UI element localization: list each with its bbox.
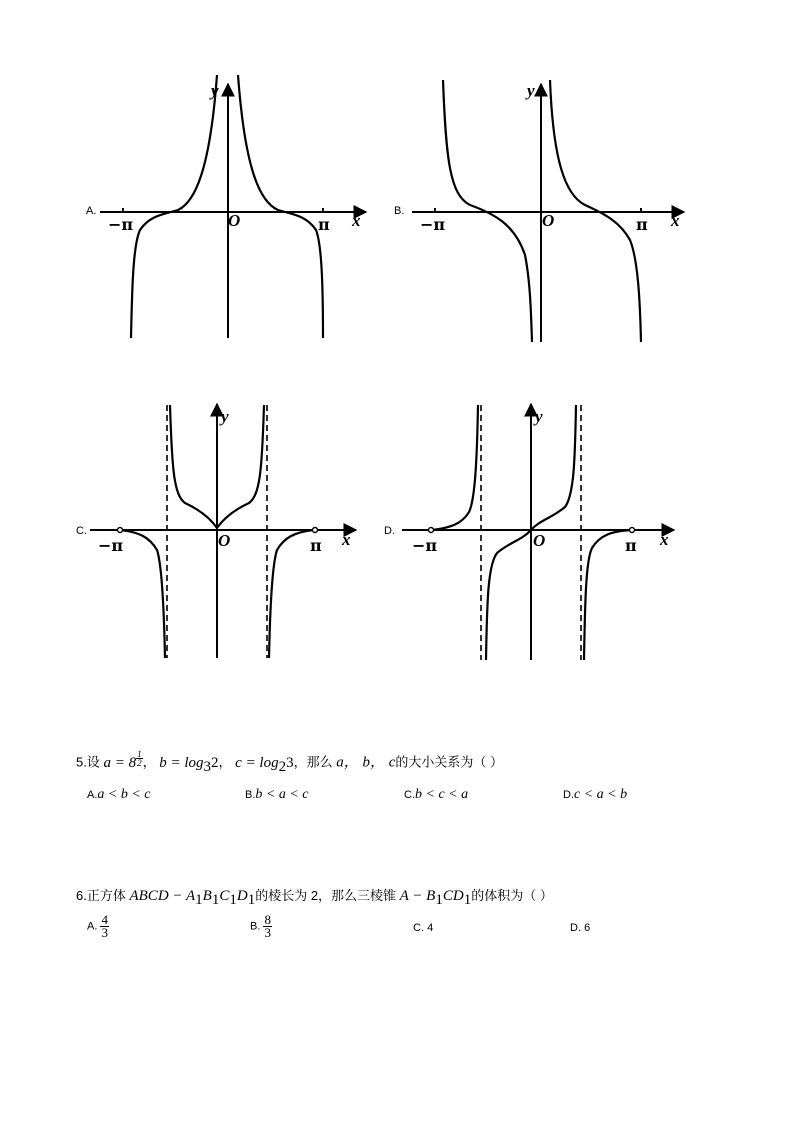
x-axis-label: x xyxy=(671,211,680,230)
x-axis-label: x xyxy=(660,530,669,549)
q6-option-b[interactable]: B. $\frac{8}{3}$ xyxy=(250,912,271,940)
q5-option-b[interactable]: B.b < a < c xyxy=(245,787,309,802)
c-definition: $c = \log_23$ xyxy=(235,754,294,775)
a-definition: a = 8 $^{\frac{1}{2}}$ xyxy=(103,749,142,771)
neg-pi-label: −π xyxy=(420,215,446,234)
question-tail: 的大小关系为（ ） xyxy=(395,754,504,770)
question-6: 6.正方体 ABCD − $A_1B_1C_1D_1$的棱长为 2，那么三棱锥 $A - B_1CD_1$的体积为（ ） xyxy=(76,888,553,908)
pi-label: π xyxy=(318,215,330,234)
neg-pi-label: −π xyxy=(108,215,134,234)
question-tail: 的体积为（ ） xyxy=(471,888,553,903)
question-number: 5. xyxy=(76,754,87,770)
q6-option-a[interactable]: A. $\frac{4}{3}$ xyxy=(87,912,108,940)
y-axis-label: y xyxy=(527,81,535,100)
q5-option-a[interactable]: A.a < b < c xyxy=(87,787,151,802)
origin-label: O xyxy=(533,531,546,550)
y-axis-label: y xyxy=(221,407,229,426)
origin-label: O xyxy=(218,531,231,550)
curve-left xyxy=(131,75,217,338)
q5-option-c[interactable]: C.b < c < a xyxy=(404,787,469,802)
pi-label: π xyxy=(636,215,648,234)
origin-label: O xyxy=(228,211,241,230)
graph-option-b-label: B. xyxy=(394,205,405,217)
pyramid-name: $A - B_1CD_1$ xyxy=(399,888,472,908)
graph-option-d-label: D. xyxy=(384,525,395,537)
origin-label: O xyxy=(542,211,555,230)
variables: a， b， c xyxy=(336,754,396,771)
question-5: 5.设 a = 8 $^{\frac{1}{2}}$ ， $b = \log_32$， $c = \log_23$，那么 a， b， c的大小关系为（ ） xyxy=(76,749,504,775)
x-axis-label: x xyxy=(352,211,361,230)
question-lead: 设 xyxy=(86,754,100,770)
pi-label: π xyxy=(310,536,322,555)
neg-pi-label: −π xyxy=(98,536,124,555)
q5-option-d[interactable]: D.c < a < b xyxy=(563,787,628,802)
question-number: 6. xyxy=(76,888,87,903)
curve-left-lower xyxy=(120,530,165,658)
neg-pi-label: −π xyxy=(412,536,438,555)
y-axis-label: y xyxy=(535,407,543,426)
graph-option-c-label: C. xyxy=(76,525,87,537)
curve-right xyxy=(238,75,323,338)
curve-right-lower xyxy=(269,530,314,658)
graph-option-a-label: A. xyxy=(86,205,97,217)
b-definition: $b = \log_32$ xyxy=(159,754,219,775)
x-axis-label: x xyxy=(342,530,351,549)
question-lead: 正方体 xyxy=(86,888,126,903)
q6-option-c[interactable]: C. 4 xyxy=(413,922,434,934)
graph-a xyxy=(100,75,366,338)
y-axis-label: y xyxy=(211,81,219,100)
q6-option-d[interactable]: D. 6 xyxy=(570,922,591,934)
curve-left-upper xyxy=(431,405,478,530)
cube-name: ABCD − $A_1B_1C_1D_1$ xyxy=(129,888,256,908)
pi-label: π xyxy=(625,536,637,555)
